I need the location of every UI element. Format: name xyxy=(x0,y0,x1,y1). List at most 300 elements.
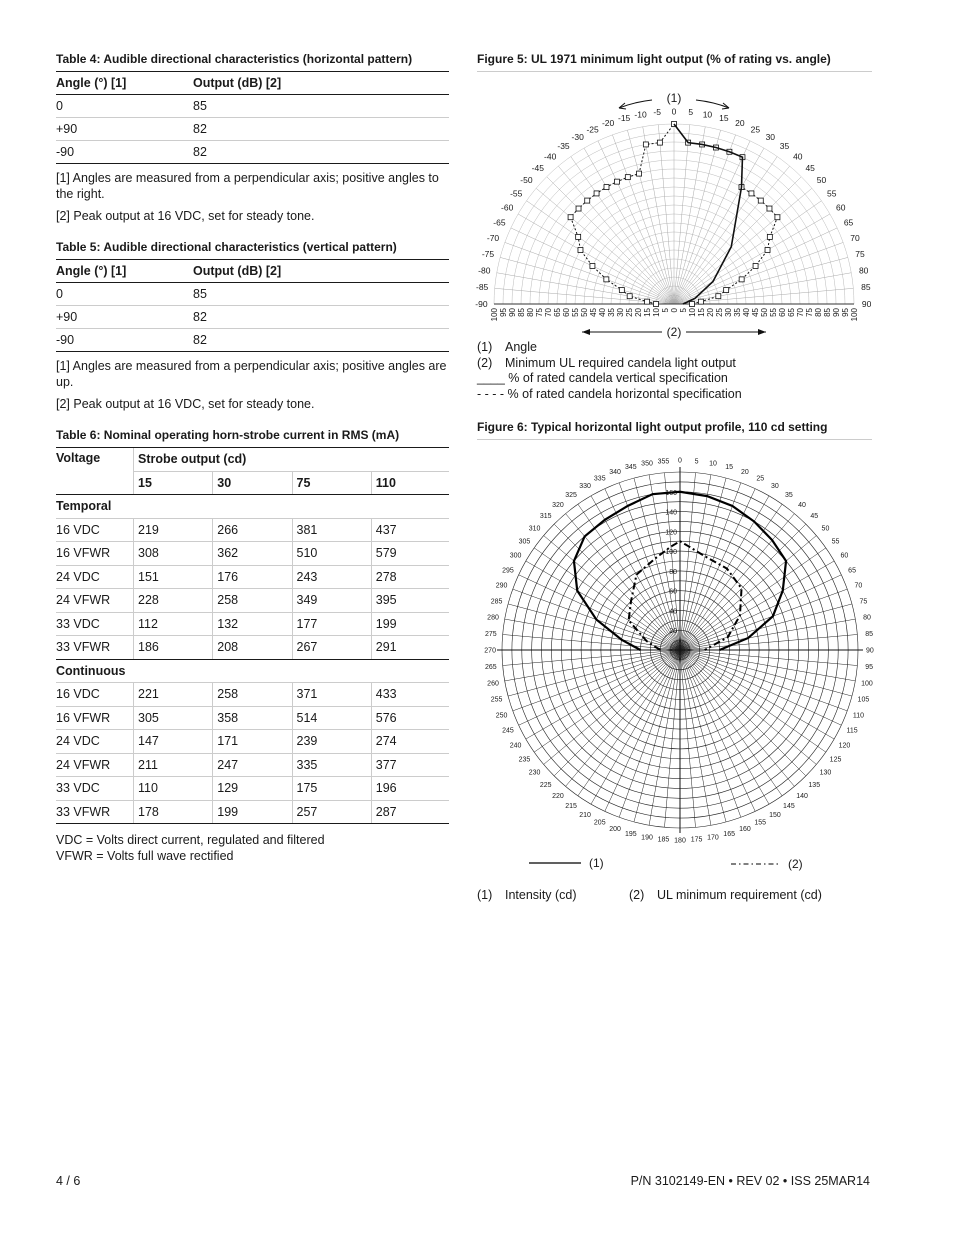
table-cell: 171 xyxy=(213,730,292,754)
angle-label: 195 xyxy=(625,830,637,838)
percent-label: 15 xyxy=(697,308,706,317)
legend-text: UL minimum requirement (cd) xyxy=(657,888,822,902)
percent-label: 60 xyxy=(778,308,787,317)
ring-label: 140 xyxy=(665,509,677,517)
angle-label: 60 xyxy=(836,202,846,213)
table-cell: 178 xyxy=(134,800,213,824)
table-cell: 349 xyxy=(292,589,371,613)
grid-spoke xyxy=(680,604,852,650)
table5-title: Table 5: Audible directional characteristics (vertical pattern) xyxy=(56,240,397,254)
angle-label: 25 xyxy=(756,475,765,483)
table-cell: 371 xyxy=(292,683,371,707)
percent-label: 100 xyxy=(490,308,499,322)
angle-label: 140 xyxy=(796,792,808,800)
table-cell: 24 VDC xyxy=(56,565,134,589)
percent-label: 15 xyxy=(643,308,652,317)
table-cell: 228 xyxy=(134,589,213,613)
percent-label: 95 xyxy=(499,308,508,317)
horizontal-spec-point xyxy=(645,299,650,304)
angle-label: -40 xyxy=(544,151,557,162)
horizontal-spec-point xyxy=(578,248,583,253)
table-cell: 16 VFWR xyxy=(56,542,134,566)
table-cell: 239 xyxy=(292,730,371,754)
horizontal-spec-point xyxy=(775,215,780,220)
grid-spoke xyxy=(519,650,680,725)
table-row xyxy=(56,730,449,754)
percent-label: 20 xyxy=(706,308,715,317)
angle-label: 15 xyxy=(725,464,734,472)
table-cell: 24 VDC xyxy=(56,730,134,754)
table6-col-15: 15 xyxy=(134,471,213,495)
percent-label: 70 xyxy=(796,308,805,317)
table-cell: 243 xyxy=(292,565,371,589)
angle-label: 325 xyxy=(565,491,577,499)
table-cell: 278 xyxy=(371,565,449,589)
right-column xyxy=(475,52,874,902)
angle-label: 45 xyxy=(810,513,819,521)
percent-label: 70 xyxy=(544,308,553,317)
table-cell: 199 xyxy=(213,800,292,824)
percent-label: 90 xyxy=(832,308,841,317)
angle-label: 295 xyxy=(502,567,514,575)
horizontal-spec-point xyxy=(576,206,581,211)
percent-label: 5 xyxy=(661,308,670,313)
angle-label: 125 xyxy=(829,756,842,764)
table-cell: 33 VDC xyxy=(56,777,134,801)
table-row xyxy=(56,683,449,707)
table6-body xyxy=(56,495,449,824)
percent-label: 40 xyxy=(742,308,751,317)
horizontal-spec-point xyxy=(767,206,772,211)
angle-label: 5 xyxy=(688,107,694,118)
ring-label: 100 xyxy=(665,549,677,557)
percent-label: 80 xyxy=(526,308,535,317)
percent-label: 5 xyxy=(679,308,688,313)
table-cell: 151 xyxy=(134,565,213,589)
angle-label: -20 xyxy=(601,118,615,129)
grid-spoke xyxy=(658,125,674,304)
legend-num: (2) xyxy=(629,888,645,902)
legend-num: (1) xyxy=(477,888,493,902)
table-cell: 395 xyxy=(371,589,449,613)
angle-label: 175 xyxy=(690,836,703,844)
table-cell: 176 xyxy=(213,565,292,589)
percent-label: 35 xyxy=(607,308,616,317)
angle-label: 255 xyxy=(490,696,503,704)
angle-label: -25 xyxy=(586,124,599,135)
table-cell: 0 xyxy=(56,283,193,306)
legend-line-label: (1) xyxy=(589,856,604,870)
table4-header-output: Output (dB) [2] xyxy=(193,72,449,95)
horizontal-spec-point xyxy=(654,302,659,307)
horizontal-spec-point xyxy=(765,248,770,253)
angle-label: -30 xyxy=(571,132,584,143)
legend-item xyxy=(477,371,742,387)
angle-label: 20 xyxy=(741,469,749,477)
angle-label: 40 xyxy=(793,151,803,162)
table-cell: 358 xyxy=(213,706,292,730)
table-cell: 147 xyxy=(134,730,213,754)
table6-note-1: VDC = Volts direct current, regulated and filtered xyxy=(56,833,325,847)
document-id: P/N 3102149-EN • REV 02 • ISS 25MAR14 xyxy=(630,1174,870,1188)
legend-num: (1) xyxy=(477,340,493,354)
angle-label: 310 xyxy=(528,525,541,533)
table-cell: 579 xyxy=(371,542,449,566)
ring-label: 40 xyxy=(669,608,677,616)
angle-label: 95 xyxy=(865,664,874,672)
table4 xyxy=(56,71,449,164)
angle-label: 225 xyxy=(539,781,552,789)
table-cell: 24 VFWR xyxy=(56,753,134,777)
table5-header-angle: Angle (°) [1] xyxy=(56,260,193,283)
legend-num: (2) xyxy=(477,355,493,370)
grid-spoke xyxy=(634,478,680,650)
angle-label: 220 xyxy=(552,792,564,800)
angle-label: 110 xyxy=(852,712,865,720)
angle-label: 15 xyxy=(719,112,729,123)
horizontal-spec-point xyxy=(604,277,609,282)
angle-label: 55 xyxy=(827,188,837,199)
percent-label: 85 xyxy=(823,308,832,317)
angle-label: 300 xyxy=(509,552,522,560)
percent-label: 55 xyxy=(769,308,778,317)
angle-label: -60 xyxy=(501,202,514,213)
legend-text: Minimum UL required candela light output xyxy=(505,355,736,370)
grid-spoke xyxy=(500,257,674,304)
angle-label: 120 xyxy=(838,742,851,750)
angle-label: 45 xyxy=(805,162,815,173)
percent-label: 25 xyxy=(715,308,724,317)
table-cell: 266 xyxy=(213,518,292,542)
angle-label: 345 xyxy=(625,464,637,472)
figure5-legend xyxy=(477,340,742,402)
horizontal-spec-point xyxy=(749,191,754,196)
table-row xyxy=(56,118,449,141)
angle-label: 190 xyxy=(641,834,653,842)
table-cell: 308 xyxy=(134,542,213,566)
ring-label: 120 xyxy=(665,529,677,537)
percent-label: 45 xyxy=(751,308,760,317)
percent-label: 85 xyxy=(517,308,526,317)
table-row xyxy=(56,706,449,730)
angle-label: 170 xyxy=(707,834,719,842)
angle-label: -35 xyxy=(557,141,570,152)
group-label: Temporal xyxy=(56,495,449,519)
table-cell: 132 xyxy=(213,612,292,636)
grid-spoke xyxy=(680,650,755,811)
table4-note-2: [2] Peak output at 16 VDC, set for steady tone. xyxy=(56,209,315,223)
percent-label: 65 xyxy=(787,308,796,317)
table-cell: 247 xyxy=(213,753,292,777)
table-cell: 433 xyxy=(371,683,449,707)
table-cell: 82 xyxy=(193,306,449,329)
legend-text: Intensity (cd) xyxy=(505,888,577,902)
horizontal-spec-point xyxy=(614,179,619,184)
angle-label: 75 xyxy=(859,598,868,606)
legend-item xyxy=(477,387,742,403)
angle-label: 90 xyxy=(861,299,872,309)
angle-label: 235 xyxy=(518,756,531,764)
angle-label: 70 xyxy=(854,582,863,590)
horizontal-spec-point xyxy=(753,263,758,268)
horizontal-spec-point xyxy=(590,263,595,268)
table-cell: 16 VFWR xyxy=(56,706,134,730)
angle-label: 160 xyxy=(739,825,751,833)
table-cell: 85 xyxy=(193,95,449,118)
angle-label: 275 xyxy=(485,630,497,638)
angle-label: 305 xyxy=(518,538,531,546)
angle-label: -70 xyxy=(486,233,500,244)
legend-line-label: (2) xyxy=(788,857,803,871)
angle-label: 340 xyxy=(609,469,621,477)
grid-spoke xyxy=(605,650,680,811)
horizontal-spec-point xyxy=(698,299,703,304)
table-cell: 186 xyxy=(134,636,213,660)
percent-label: 50 xyxy=(580,308,589,317)
table-row xyxy=(56,800,449,824)
ring-label: 60 xyxy=(669,588,677,596)
table5-note-1: [1] Angles are measured from a perpendicular axis; positive angles are up. xyxy=(56,359,447,389)
angle-label: 145 xyxy=(783,803,795,811)
percent-label: 20 xyxy=(634,308,643,317)
table-row xyxy=(56,95,449,118)
table5 xyxy=(56,259,449,352)
legend-item xyxy=(477,356,742,372)
percent-label: 35 xyxy=(733,308,742,317)
percent-label: 60 xyxy=(562,308,571,317)
angle-label: 285 xyxy=(490,598,503,606)
angle-label: 20 xyxy=(735,118,745,129)
table5-header-output: Output (dB) [2] xyxy=(193,260,449,283)
angle-label: 50 xyxy=(821,525,830,533)
angle-label: 245 xyxy=(502,727,514,735)
table-cell: 514 xyxy=(292,706,371,730)
table-cell: 110 xyxy=(134,777,213,801)
horizontal-spec-point xyxy=(739,277,744,282)
table-cell: 82 xyxy=(193,329,449,352)
angle-label: 105 xyxy=(857,696,870,704)
table-row xyxy=(56,329,449,352)
angle-label: 30 xyxy=(771,483,779,491)
angle-label: 290 xyxy=(495,582,508,590)
table6-header-voltage: Voltage xyxy=(56,448,134,495)
table-cell: 437 xyxy=(371,518,449,542)
percent-label: 55 xyxy=(571,308,580,317)
angle-label: -85 xyxy=(475,282,489,293)
angle-label: 350 xyxy=(641,460,653,468)
horizontal-spec-point xyxy=(594,191,599,196)
table-row xyxy=(56,777,449,801)
horizontal-spec-point xyxy=(604,185,609,190)
angle-label: -90 xyxy=(475,299,488,309)
horizontal-spec-point xyxy=(568,215,573,220)
angle-label: 65 xyxy=(848,567,856,575)
table-cell: 16 VDC xyxy=(56,683,134,707)
angle-label: 75 xyxy=(855,249,865,260)
legend-text: Angle xyxy=(505,340,537,354)
table-row xyxy=(56,589,449,613)
angle-label: -45 xyxy=(531,162,544,173)
figure6-title: Figure 6: Typical horizontal light output profile, 110 cd setting xyxy=(477,420,872,440)
table-cell: 85 xyxy=(193,283,449,306)
angle-label: 240 xyxy=(509,742,522,750)
arrow-head xyxy=(582,329,590,335)
angle-label: 250 xyxy=(495,712,508,720)
angle-label: 210 xyxy=(579,811,591,819)
percent-label: 10 xyxy=(652,308,661,317)
horizontal-spec-point xyxy=(625,175,630,180)
grid-spoke xyxy=(508,604,680,650)
percent-label: 30 xyxy=(724,308,733,317)
angle-label: 280 xyxy=(487,614,499,622)
grid-spoke xyxy=(674,125,690,304)
percent-label: 80 xyxy=(814,308,823,317)
percent-label: 0 xyxy=(670,308,679,313)
grid-spoke xyxy=(674,257,848,304)
angle-label: 30 xyxy=(765,132,776,143)
angle-label: 70 xyxy=(850,233,860,244)
angle-label: 80 xyxy=(863,614,871,622)
table6-col-110: 110 xyxy=(371,471,449,495)
angle-label: 0 xyxy=(671,106,677,117)
table6-header-strobe: Strobe output (cd) xyxy=(134,448,450,472)
angle-label: 185 xyxy=(657,836,670,844)
figure5-title: Figure 5: UL 1971 minimum light output (% of rating vs. angle) xyxy=(477,52,872,72)
table6 xyxy=(56,447,449,824)
grid-spoke xyxy=(634,650,680,822)
horizontal-spec-point xyxy=(643,142,648,147)
group-label: Continuous xyxy=(56,659,449,683)
percent-label: 10 xyxy=(688,308,697,317)
percent-label: 95 xyxy=(841,308,850,317)
table-cell: 510 xyxy=(292,542,371,566)
table-cell: 175 xyxy=(292,777,371,801)
angle-label: -75 xyxy=(481,249,495,260)
grid-spoke xyxy=(680,575,841,650)
angle-label: -55 xyxy=(510,188,523,199)
angle-label: 60 xyxy=(840,552,849,560)
percent-label: 75 xyxy=(535,308,544,317)
percent-label: 100 xyxy=(850,308,859,322)
angle-label: 55 xyxy=(831,538,840,546)
angle-label: 85 xyxy=(861,282,871,293)
table-cell: 335 xyxy=(292,753,371,777)
table5-note-2: [2] Peak output at 16 VDC, set for steady tone. xyxy=(56,397,315,411)
angle-label: -80 xyxy=(478,265,491,276)
grid-spoke xyxy=(680,650,726,822)
angle-label: 355 xyxy=(657,458,670,466)
table-cell: 33 VFWR xyxy=(56,636,134,660)
ring-label: 160 xyxy=(665,489,677,497)
angle-label: -65 xyxy=(493,217,506,228)
angle-label: 85 xyxy=(865,630,874,638)
horizontal-spec-point xyxy=(767,234,772,239)
table6-col-30: 30 xyxy=(213,471,292,495)
table-cell: 377 xyxy=(371,753,449,777)
table-cell: 576 xyxy=(371,706,449,730)
horizontal-spec-point xyxy=(690,302,695,307)
figure6-polar-plot xyxy=(477,448,872,878)
horizontal-spec-point xyxy=(619,288,624,293)
table-cell: 258 xyxy=(213,683,292,707)
angle-label: 335 xyxy=(593,475,606,483)
figure5-polar-plot xyxy=(477,78,872,340)
table-cell: 196 xyxy=(371,777,449,801)
percent-label: 75 xyxy=(805,308,814,317)
ring-label: 80 xyxy=(669,568,677,576)
percent-label: 25 xyxy=(625,308,634,317)
horizontal-spec-point xyxy=(716,294,721,299)
arrow-head xyxy=(758,329,766,335)
table6-col-75: 75 xyxy=(292,471,371,495)
table-cell: 291 xyxy=(371,636,449,660)
horizontal-spec-point xyxy=(585,198,590,203)
table-cell: 0 xyxy=(56,95,193,118)
angle-label: 35 xyxy=(779,141,790,152)
table-cell: +90 xyxy=(56,306,193,329)
legend-text: - - - - % of rated candela horizontal specification xyxy=(477,386,742,401)
table-row xyxy=(56,565,449,589)
angle-label: 40 xyxy=(798,502,806,510)
angle-label: 80 xyxy=(858,265,869,276)
angle-label: 100 xyxy=(861,680,873,688)
angle-label: 65 xyxy=(843,217,854,228)
horizontal-spec-point xyxy=(576,234,581,239)
callout-1: (1) xyxy=(666,91,682,105)
grid-spoke xyxy=(627,130,674,304)
angle-label: 265 xyxy=(485,664,497,672)
percent-label: 30 xyxy=(616,308,625,317)
table-cell: 16 VDC xyxy=(56,518,134,542)
horizontal-spec-point xyxy=(724,288,729,293)
legend-item xyxy=(477,340,742,356)
percent-label: 45 xyxy=(589,308,598,317)
table6-title: Table 6: Nominal operating horn-strobe current in RMS (mA) xyxy=(56,428,400,442)
table-cell: 381 xyxy=(292,518,371,542)
table6-note-2: VFWR = Volts full wave rectified xyxy=(56,849,234,863)
grid-spoke xyxy=(519,575,680,650)
table-cell: 33 VDC xyxy=(56,612,134,636)
table-cell: 24 VFWR xyxy=(56,589,134,613)
table-cell: 33 VFWR xyxy=(56,800,134,824)
percent-label: 40 xyxy=(598,308,607,317)
angle-label: 315 xyxy=(539,513,552,521)
angle-label: 35 xyxy=(785,491,793,499)
angle-label: 90 xyxy=(865,647,874,655)
table-cell: 267 xyxy=(292,636,371,660)
table-row xyxy=(56,518,449,542)
table-group-row xyxy=(56,495,449,519)
table-cell: -90 xyxy=(56,141,193,164)
angle-label: 215 xyxy=(565,803,577,811)
callout-2: (2) xyxy=(666,325,682,339)
angle-label: 205 xyxy=(593,819,606,827)
angle-label: 25 xyxy=(750,124,761,135)
table-cell: 274 xyxy=(371,730,449,754)
figure6-chart xyxy=(477,448,872,883)
table-cell: 305 xyxy=(134,706,213,730)
angle-label: 150 xyxy=(769,811,781,819)
angle-label: 230 xyxy=(528,769,541,777)
table-cell: 177 xyxy=(292,612,371,636)
angle-label: -15 xyxy=(618,112,631,123)
grid-spoke xyxy=(680,650,852,696)
angle-label: 330 xyxy=(579,483,591,491)
percent-label: 65 xyxy=(553,308,562,317)
table-row xyxy=(56,636,449,660)
table-cell: 112 xyxy=(134,612,213,636)
angle-label: 320 xyxy=(552,502,564,510)
